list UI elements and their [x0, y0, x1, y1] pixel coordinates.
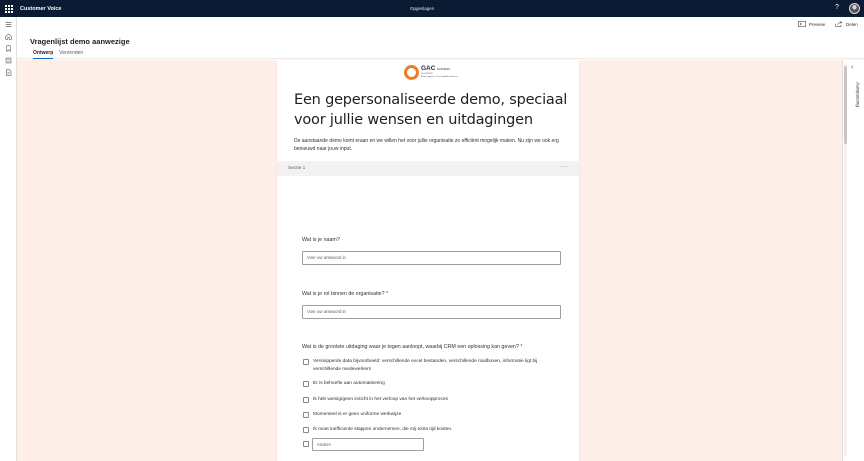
section-label: Sectie 1 — [288, 166, 306, 171]
survey-title[interactable]: Een gepersonaliseerde demo, speciaal voor jullie wensen en uitdagingen — [294, 92, 568, 128]
question-name[interactable] — [302, 237, 340, 243]
question-label: Wat is je naam? — [302, 237, 340, 243]
option-item[interactable] — [303, 380, 385, 388]
bookmark-icon[interactable] — [5, 45, 12, 52]
logo-line1: BUSINESS — [437, 68, 450, 71]
role-input[interactable]: Voer uw antwoord in — [302, 305, 561, 319]
preview-button[interactable] — [798, 21, 825, 27]
question-label: Wat is je rol binnen de organisatie? — [302, 291, 385, 297]
scrollbar-thumb[interactable] — [844, 66, 847, 144]
chevron-left-icon[interactable]: ‹ — [851, 64, 854, 71]
survey-logo[interactable] — [404, 64, 464, 80]
command-bar — [17, 17, 864, 32]
option-label: Momenteel is er geen uniforme werkwijze — [313, 412, 402, 417]
section-header[interactable] — [277, 161, 579, 176]
option-item[interactable] — [303, 358, 561, 373]
option-label: Ik moet inefficiente stappen ondernemen, die mij extra tijd kosten. — [313, 427, 453, 432]
checkbox[interactable] — [303, 412, 309, 418]
option-label: Ik heb weinig/geen inzicht in het verloop van het verkoopproces — [313, 397, 448, 402]
preview-label: Preview — [809, 21, 826, 27]
checkbox[interactable] — [303, 441, 309, 447]
share-label: Delen — [846, 21, 858, 27]
top-bar — [0, 0, 864, 17]
share-button[interactable] — [835, 21, 858, 27]
logo-line2: SOLUTIONS — [421, 73, 433, 75]
survey-form — [277, 60, 579, 461]
required-marker: * — [520, 344, 523, 350]
menu-icon[interactable] — [5, 21, 12, 28]
document-icon[interactable] — [5, 57, 12, 64]
design-canvas — [17, 60, 842, 461]
logo-sub: Better Together • The Digital Accelerators — [421, 75, 458, 78]
required-marker: * — [386, 291, 389, 297]
checkbox[interactable] — [303, 359, 309, 365]
question-challenge[interactable] — [302, 344, 522, 350]
logo-circle — [404, 65, 419, 80]
page-title: Vragenlijst demo aanwezige — [30, 37, 130, 46]
avatar[interactable] — [849, 3, 860, 14]
share-icon — [835, 21, 843, 27]
app-name[interactable]: Customer Voice — [20, 5, 62, 12]
checkbox[interactable] — [303, 427, 309, 433]
tab-verzenden[interactable]: Verzenden — [59, 50, 84, 56]
customization-panel — [842, 60, 864, 461]
option-item[interactable] — [303, 426, 452, 434]
name-input[interactable]: Voer uw antwoord in — [302, 251, 561, 265]
checkbox[interactable] — [303, 397, 309, 403]
preview-icon — [798, 21, 806, 27]
page-header — [17, 32, 864, 59]
checkbox[interactable] — [303, 381, 309, 387]
option-label: Versnipperde data bijvoorbeeld: verschillende excel bestanden, verschillende mailboxen, informatie ligt bij verschillende medewerkers — [313, 359, 538, 372]
home-icon[interactable] — [5, 33, 12, 40]
panel-label[interactable]: Aanpassing — [854, 82, 860, 108]
waffle-icon[interactable] — [0, 0, 17, 17]
survey-icon[interactable] — [5, 69, 12, 76]
option-label: Er is behoefte aan automatisering — [313, 381, 385, 386]
tab-ontwerp[interactable]: Ontwerp — [33, 50, 53, 59]
tab-list — [33, 50, 89, 59]
help-icon[interactable]: ? — [835, 4, 839, 11]
logo-name: GAC — [421, 65, 436, 72]
question-role[interactable] — [302, 291, 388, 297]
save-status: Opgeslagen — [410, 6, 435, 11]
other-input[interactable]: Andere — [312, 438, 424, 451]
question-label: Wat is de grootste uitdaging waar je tegen aanloopt, waarbij CRM een oplossing kan geven? — [302, 344, 519, 350]
left-rail — [0, 17, 17, 461]
survey-description[interactable]: De aanstaande demo komt eraan en we willen het voor jullie organisatie zo efficiënt mogelijk maken. Nu zijn we ook erg benieuwd naar jouw input. — [294, 138, 559, 152]
option-item[interactable] — [303, 396, 448, 404]
more-icon[interactable]: ··· — [560, 164, 568, 170]
option-item[interactable] — [303, 411, 401, 419]
